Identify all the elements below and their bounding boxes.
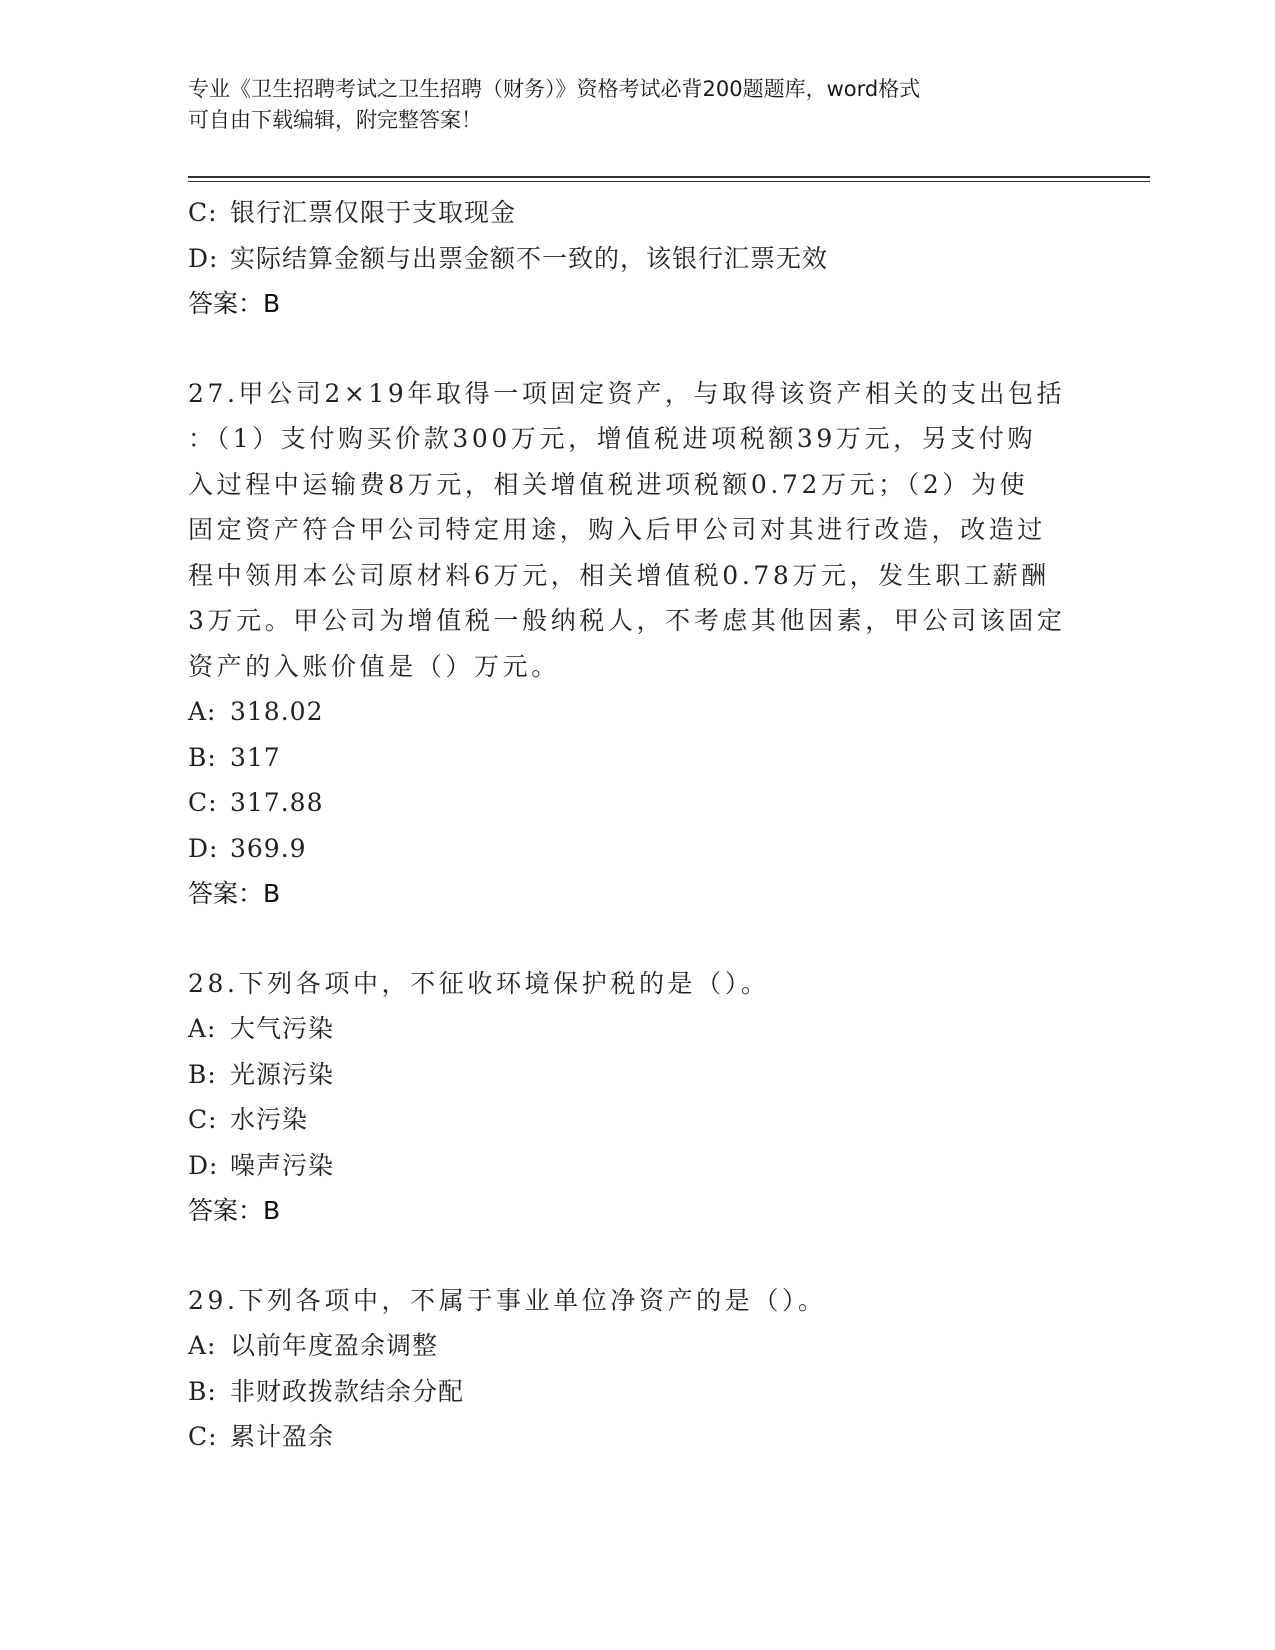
option-key: D: (188, 833, 219, 863)
question-stem-line: 3万元。甲公司为增值税一般纳税人，不考虑其他因素，甲公司该固定 (188, 606, 1066, 635)
option-key: D: (188, 243, 219, 273)
question-spacer (188, 327, 1088, 371)
document-header (188, 74, 1088, 136)
question-stem-line: 程中领用本公司原材料6万元，相关增值税0.78万元，发生职工薪酬 (188, 560, 1050, 590)
option-a (188, 1006, 1088, 1052)
question-content (188, 190, 1088, 1460)
option-b (188, 1369, 1088, 1415)
option-key: C: (188, 788, 218, 817)
option-text: 大气污染 (230, 1014, 335, 1043)
option-text: 银行汇票仅限于支取现金 (230, 198, 517, 227)
question-stem-line: 入过程中运输费8万元，相关增值税进项税额0.72万元；（2）为使 (188, 469, 1029, 499)
option-key: C: (188, 1422, 218, 1451)
header-title-line-1: 专业《卫生招聘考试之卫生招聘（财务）》资格考试必背200题题库，word格式 (188, 77, 921, 101)
header-divider-thin (188, 181, 1150, 182)
question-27 (188, 371, 1088, 917)
option-c (188, 780, 1088, 826)
option-text: 317.88 (230, 788, 324, 817)
header-divider-thick (188, 176, 1150, 178)
question-spacer (188, 917, 1088, 961)
question-spacer (188, 1234, 1088, 1278)
question-stem-line: 29.下列各项中，不属于事业单位净资产的是（）。 (188, 1285, 827, 1315)
answer-line: 答案：B (188, 1196, 281, 1225)
option-a (188, 1323, 1088, 1369)
option-key: B: (188, 742, 217, 772)
option-text: 累计盈余 (230, 1422, 335, 1451)
option-text: 非财政拨款结余分配 (230, 1376, 465, 1406)
option-c (188, 1414, 1088, 1460)
option-text: 水污染 (230, 1105, 309, 1134)
question-stem-line: 资产的入账价值是（）万元。 (188, 651, 560, 681)
option-text: 318.02 (230, 697, 324, 726)
option-key: B: (188, 1376, 217, 1406)
option-d (188, 826, 1088, 872)
option-key: A: (188, 697, 217, 726)
option-text: 光源污染 (230, 1059, 335, 1089)
question-stem-line: 27.甲公司2×19年取得一项固定资产，与取得该资产相关的支出包括 (188, 378, 1066, 408)
answer-line: 答案：B (188, 289, 281, 318)
question-stem-line: 28.下列各项中，不征收环境保护税的是（）。 (188, 968, 770, 998)
option-c (188, 190, 1088, 236)
answer-line: 答案：B (188, 879, 281, 908)
option-text: 369.9 (230, 833, 307, 863)
question-26-tail (188, 190, 1088, 327)
option-key: D: (188, 1150, 219, 1180)
option-text: 317 (230, 742, 281, 772)
option-b (188, 1052, 1088, 1098)
option-key: C: (188, 1105, 218, 1134)
option-key: A: (188, 1014, 217, 1043)
option-b (188, 735, 1088, 781)
option-key: A: (188, 1331, 217, 1360)
option-text: 以前年度盈余调整 (230, 1331, 439, 1360)
question-28 (188, 961, 1088, 1234)
option-text: 噪声污染 (230, 1150, 335, 1180)
option-key: C: (188, 198, 218, 227)
option-a (188, 689, 1088, 735)
option-c (188, 1097, 1088, 1143)
option-key: B: (188, 1059, 217, 1089)
option-d (188, 1143, 1088, 1189)
option-text: 实际结算金额与出票金额不一致的，该银行汇票无效 (230, 243, 829, 273)
option-d (188, 236, 1088, 282)
question-29 (188, 1278, 1088, 1460)
header-title-line-2: 可自由下载编辑，附完整答案！ (188, 108, 482, 132)
question-stem-line: ：（1）支付购买价款300万元，增值税进项税额39万元，另支付购 (188, 424, 1037, 453)
question-stem-line: 固定资产符合甲公司特定用途，购入后甲公司对其进行改造，改造过 (188, 515, 1047, 544)
